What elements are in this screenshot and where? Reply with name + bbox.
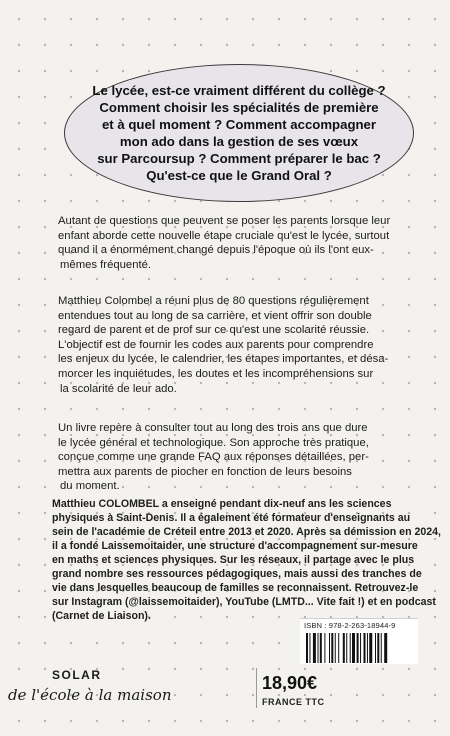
- publisher-logo: [6, 664, 186, 716]
- barcode-bar: [318, 633, 319, 663]
- text-line: mettra aux parents de piocher en fonction de leurs besoins: [58, 465, 352, 478]
- barcode-bar: [381, 633, 382, 663]
- barcode-bar: [357, 633, 359, 663]
- collection-name: de l'école à la maison: [8, 686, 172, 704]
- price-amount: 18,90€: [262, 673, 318, 693]
- question-line: et à quel moment ? Comment accompagner: [101, 117, 377, 132]
- questions-bubble: [64, 64, 414, 202]
- text-line: morcer les inquiétudes, les doutes et les incompréhensions sur: [58, 367, 374, 380]
- bio-line: Matthieu COLOMBEL a enseigné pendant dix-neuf ans les sciences: [52, 498, 392, 510]
- barcode-icon: [306, 633, 412, 663]
- text-line: conçue comme une grande FAQ aux réponses détaillées, per-: [58, 451, 369, 464]
- barcode-bar: [350, 633, 351, 663]
- barcode-bar: [384, 633, 387, 663]
- barcode-bar: [369, 633, 372, 663]
- bio-line: il a fondé Laissemoitaider, une structure d'accompagnement sur-mesure: [52, 540, 418, 552]
- barcode-bar: [346, 633, 347, 663]
- price-label: FRANCE TTC: [262, 697, 325, 707]
- author-approach-paragraph: [58, 294, 414, 396]
- text-line: la scolarité de leur ado.: [60, 382, 177, 395]
- question-line: Le lycée, est-ce vraiment différent du collège ?: [92, 83, 386, 98]
- book-purpose-paragraph: [58, 421, 414, 494]
- text-line: regard de parent et de prof sur ce qu'est une scolarité réussie.: [58, 324, 370, 337]
- barcode-bar: [343, 633, 345, 663]
- barcode-bar: [320, 633, 322, 663]
- barcode-bar: [306, 633, 308, 663]
- text-line: Un livre repère à consulter tout au long des trois ans que dure: [58, 422, 368, 434]
- barcode-bar: [352, 633, 355, 663]
- bio-line: sur Instagram (@laissemoitaider), YouTube (LMTD... Vite fait !) et en podcast: [52, 596, 436, 608]
- isbn-label: ISBN : 978-2-263-18944-9: [304, 621, 396, 630]
- barcode-bar: [367, 633, 368, 663]
- text-line: Matthieu Colombel a réuni plus de 80 questions régulièrement: [58, 295, 369, 307]
- bio-line: physiques à Saint-Denis. Il a également été formateur d'enseignants au: [52, 512, 411, 524]
- barcode-bar: [338, 633, 339, 663]
- question-line: Qu'est-ce que le Grand Oral ?: [146, 168, 332, 183]
- text-line: quand il a énormément changé depuis l'époque où ils l'ont eux-: [58, 244, 374, 257]
- bio-line: (Carnet de Liaison).: [52, 610, 151, 622]
- author-bio: [52, 497, 441, 623]
- barcode-bar: [331, 633, 333, 663]
- publisher-name: SOLAR: [52, 668, 102, 682]
- text-line: entendues tout au long de sa carrière, et vient offrir son double: [58, 309, 372, 322]
- barcode-bar: [309, 633, 310, 663]
- text-line: mêmes fréquenté.: [60, 258, 152, 271]
- barcode-bar: [329, 633, 330, 663]
- question-line: sur Parcoursup ? Comment préparer le bac ?: [97, 151, 381, 166]
- bio-line: en maths et sciences physiques. Sur les réseaux, il partage avec le plus: [52, 554, 415, 566]
- bio-line: grand nombre ses ressources pédagogiques, mais aussi des tranches de: [52, 568, 422, 580]
- barcode-bar: [324, 633, 325, 663]
- intro-paragraph: [58, 214, 414, 272]
- bio-line: sein de l'académie de Créteil entre 2013 et 2020. Après sa démission en 2024,: [52, 526, 441, 538]
- question-line: mon ado dans la gestion de ses vœux: [119, 134, 359, 149]
- text-line: enfant aborde cette nouvelle étape cruciale qu'est le lycée, surtout: [58, 229, 390, 242]
- barcode-bar: [335, 633, 336, 663]
- barcode-panel: [300, 618, 418, 664]
- barcode-bar: [360, 633, 361, 663]
- barcode-bar: [377, 633, 379, 663]
- barcode-bar: [375, 633, 376, 663]
- barcode-bar: [364, 633, 366, 663]
- text-line: le lycée général et technologique. Son approche très pratique,: [58, 436, 369, 449]
- barcode-bar: [313, 633, 316, 663]
- text-line: les enjeux du lycée, le calendrier, les étapes importantes, et désa-: [58, 353, 389, 366]
- question-line: Comment choisir les spécialités de première: [99, 100, 379, 115]
- text-line: Autant de questions que peuvent se poser les parents lorsque leur: [58, 215, 391, 227]
- bio-line: vie dans lesquelles beaucoup de familles se reconnaissent. Retrouvez-le: [52, 582, 419, 594]
- text-line: L'objectif est de fournir les codes aux parents pour comprendre: [58, 338, 374, 351]
- divider: [256, 668, 257, 708]
- questions-text: [92, 82, 385, 184]
- text-line: du moment.: [60, 480, 120, 493]
